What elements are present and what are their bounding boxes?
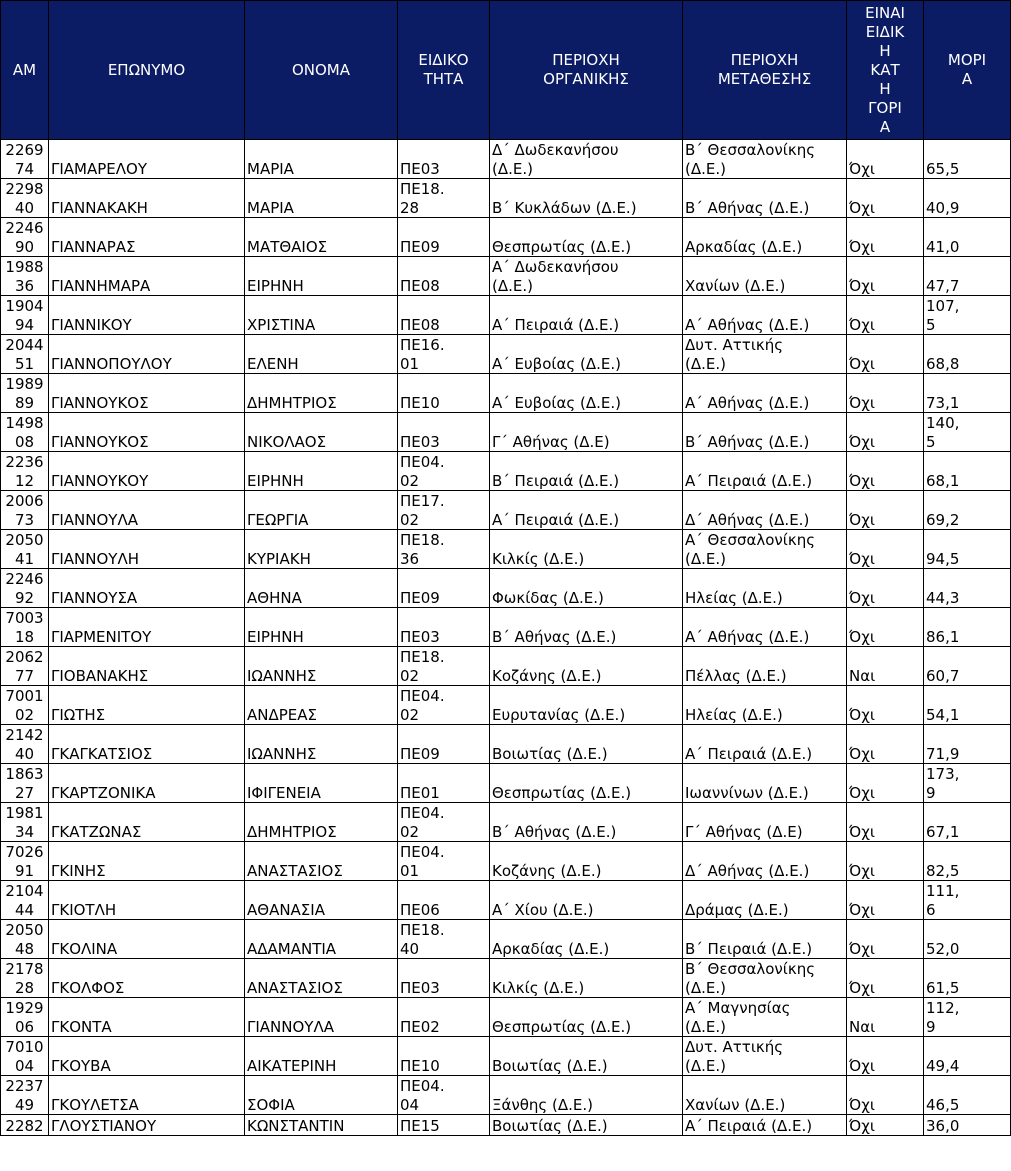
cell-metathesi: Δυτ. Αττικής (Δ.Ε.): [683, 1037, 847, 1076]
cell-metathesi: Α΄ Αθήνας (Δ.Ε.): [683, 296, 847, 335]
cell-am: 2246 92: [1, 569, 49, 608]
cell-organiki: Β΄ Κυκλάδων (Δ.Ε.): [490, 179, 683, 218]
cell-eidikotita: ΠΕ01: [398, 764, 490, 803]
cell-onoma: ΑΘΗΝΑ: [245, 569, 398, 608]
table-row: [1, 140, 1011, 179]
cell-eidikotita: ΠΕ09: [398, 218, 490, 257]
cell-organiki: Δ΄ Δωδεκανήσου (Δ.Ε.): [490, 140, 683, 179]
cell-am: 2246 90: [1, 218, 49, 257]
table-row: [1, 491, 1011, 530]
cell-organiki: Α΄ Πειραιά (Δ.Ε.): [490, 491, 683, 530]
header-eidiki-katigoria: ΕΙΝΑΙ ΕΙΔΙΚ Η ΚΑΤ Η ΓΟΡΙ Α: [847, 1, 924, 140]
cell-moria: 36,0: [924, 1115, 1011, 1136]
cell-am: 7010 04: [1, 1037, 49, 1076]
cell-eidikotita: ΠΕ10: [398, 1037, 490, 1076]
cell-onoma: ΑΘΑΝΑΣΙΑ: [245, 881, 398, 920]
cell-organiki: Ξάνθης (Δ.Ε.): [490, 1076, 683, 1115]
cell-eponymo: ΓΙΑΝΝΑΡΑΣ: [49, 218, 245, 257]
cell-onoma: ΑΝΑΣΤΑΣΙΟΣ: [245, 959, 398, 998]
cell-onoma: ΕΛΕΝΗ: [245, 335, 398, 374]
cell-organiki: Αρκαδίας (Δ.Ε.): [490, 920, 683, 959]
header-metathesi: ΠΕΡΙΟΧΗ ΜΕΤΑΘΕΣΗΣ: [683, 1, 847, 140]
table-row: [1, 179, 1011, 218]
cell-eponymo: ΓΙΑΝΝΟΥΣΑ: [49, 569, 245, 608]
cell-eidiki-katigoria: Όχι: [847, 881, 924, 920]
cell-metathesi: Α΄ Θεσσαλονίκης (Δ.Ε.): [683, 530, 847, 569]
cell-organiki: Κιλκίς (Δ.Ε.): [490, 959, 683, 998]
cell-am: 2044 51: [1, 335, 49, 374]
cell-eidikotita: ΠΕ06: [398, 881, 490, 920]
cell-eidiki-katigoria: Όχι: [847, 491, 924, 530]
cell-eidikotita: ΠΕ03: [398, 608, 490, 647]
cell-moria: 52,0: [924, 920, 1011, 959]
table-row: [1, 569, 1011, 608]
table-row: [1, 686, 1011, 725]
cell-eponymo: ΓΙΑΡΜΕΝΙΤΟΥ: [49, 608, 245, 647]
table-row: [1, 920, 1011, 959]
cell-am: 2237 49: [1, 1076, 49, 1115]
cell-eidikotita: ΠΕ04. 02: [398, 452, 490, 491]
header-eponymo: ΕΠΩΝΥΜΟ: [49, 1, 245, 140]
cell-organiki: Θεσπρωτίας (Δ.Ε.): [490, 998, 683, 1037]
cell-metathesi: Δράμας (Δ.Ε.): [683, 881, 847, 920]
cell-organiki: Β΄ Πειραιά (Δ.Ε.): [490, 452, 683, 491]
cell-eponymo: ΓΚΑΤΖΩΝΑΣ: [49, 803, 245, 842]
cell-eidikotita: ΠΕ04. 02: [398, 686, 490, 725]
cell-eponymo: ΓΙΑΜΑΡΕΛΟΥ: [49, 140, 245, 179]
cell-onoma: ΑΔΑΜΑΝΤΙΑ: [245, 920, 398, 959]
table-row: [1, 296, 1011, 335]
table-row: [1, 881, 1011, 920]
cell-organiki: Βοιωτίας (Δ.Ε.): [490, 725, 683, 764]
cell-eponymo: ΓΙΑΝΝΟΥΚΟΥ: [49, 452, 245, 491]
cell-eidikotita: ΠΕ08: [398, 257, 490, 296]
cell-eponymo: ΓΙΑΝΝΟΥΚΟΣ: [49, 374, 245, 413]
cell-organiki: Βοιωτίας (Δ.Ε.): [490, 1115, 683, 1136]
cell-am: 7026 91: [1, 842, 49, 881]
cell-metathesi: Α΄ Πειραιά (Δ.Ε.): [683, 1115, 847, 1136]
cell-am: 2178 28: [1, 959, 49, 998]
cell-organiki: Κιλκίς (Δ.Ε.): [490, 530, 683, 569]
cell-onoma: ΕΙΡΗΝΗ: [245, 608, 398, 647]
table-row: [1, 1115, 1011, 1136]
cell-organiki: Κοζάνης (Δ.Ε.): [490, 842, 683, 881]
cell-eponymo: ΓΙΑΝΝΟΥΛΗ: [49, 530, 245, 569]
cell-onoma: ΓΙΑΝΝΟΥΛΑ: [245, 998, 398, 1037]
cell-am: 2062 77: [1, 647, 49, 686]
cell-organiki: Α΄ Χίου (Δ.Ε.): [490, 881, 683, 920]
cell-eidikotita: ΠΕ04. 01: [398, 842, 490, 881]
cell-am: 2104 44: [1, 881, 49, 920]
table-row: [1, 374, 1011, 413]
cell-moria: 111, 6: [924, 881, 1011, 920]
cell-metathesi: Β΄ Αθήνας (Δ.Ε.): [683, 179, 847, 218]
cell-eidiki-katigoria: Όχι: [847, 608, 924, 647]
cell-eidiki-katigoria: Όχι: [847, 1115, 924, 1136]
cell-eponymo: ΓΚΑΡΤΖΟΝΙΚΑ: [49, 764, 245, 803]
cell-organiki: Α΄ Ευβοίας (Δ.Ε.): [490, 374, 683, 413]
cell-am: 7003 18: [1, 608, 49, 647]
cell-moria: 68,1: [924, 452, 1011, 491]
cell-metathesi: Γ΄ Αθήνας (Δ.Ε): [683, 803, 847, 842]
header-row: [1, 1, 1011, 140]
table-row: [1, 608, 1011, 647]
table-row: [1, 413, 1011, 452]
cell-eidikotita: ΠΕ10: [398, 374, 490, 413]
cell-am: 2050 41: [1, 530, 49, 569]
cell-eidiki-katigoria: Όχι: [847, 1037, 924, 1076]
cell-onoma: ΜΑΡΙΑ: [245, 140, 398, 179]
cell-moria: 112, 9: [924, 998, 1011, 1037]
cell-am: 2298 40: [1, 179, 49, 218]
cell-eidiki-katigoria: Όχι: [847, 296, 924, 335]
cell-metathesi: Χανίων (Δ.Ε.): [683, 257, 847, 296]
cell-organiki: Θεσπρωτίας (Δ.Ε.): [490, 218, 683, 257]
cell-eidikotita: ΠΕ03: [398, 959, 490, 998]
cell-onoma: ΝΙΚΟΛΑΟΣ: [245, 413, 398, 452]
cell-metathesi: Αρκαδίας (Δ.Ε.): [683, 218, 847, 257]
table-row: [1, 1037, 1011, 1076]
cell-metathesi: Ηλείας (Δ.Ε.): [683, 686, 847, 725]
cell-organiki: Β΄ Αθήνας (Δ.Ε.): [490, 803, 683, 842]
cell-moria: 60,7: [924, 647, 1011, 686]
cell-eidikotita: ΠΕ08: [398, 296, 490, 335]
cell-organiki: Φωκίδας (Δ.Ε.): [490, 569, 683, 608]
cell-onoma: ΣΟΦΙΑ: [245, 1076, 398, 1115]
cell-eponymo: ΓΛΟΥΣΤΙΑΝΟΥ: [49, 1115, 245, 1136]
header-organiki: ΠΕΡΙΟΧΗ ΟΡΓΑΝΙΚΗΣ: [490, 1, 683, 140]
cell-onoma: ΙΩΑΝΝΗΣ: [245, 647, 398, 686]
cell-eponymo: ΓΚΟΝΤΑ: [49, 998, 245, 1037]
cell-metathesi: Α΄ Αθήνας (Δ.Ε.): [683, 608, 847, 647]
header-moria: ΜΟΡΙ Α: [924, 1, 1011, 140]
cell-metathesi: Δ΄ Αθήνας (Δ.Ε.): [683, 491, 847, 530]
cell-eidikotita: ΠΕ18. 02: [398, 647, 490, 686]
cell-metathesi: Α΄ Μαγνησίας (Δ.Ε.): [683, 998, 847, 1037]
table-row: [1, 257, 1011, 296]
cell-eponymo: ΓΙΑΝΝΗΜΑΡΑ: [49, 257, 245, 296]
cell-eponymo: ΓΙΩΤΗΣ: [49, 686, 245, 725]
cell-eidiki-katigoria: Όχι: [847, 374, 924, 413]
cell-eidiki-katigoria: Ναι: [847, 998, 924, 1037]
cell-moria: 40,9: [924, 179, 1011, 218]
cell-moria: 173, 9: [924, 764, 1011, 803]
cell-eidiki-katigoria: Όχι: [847, 842, 924, 881]
cell-organiki: Γ΄ Αθήνας (Δ.Ε): [490, 413, 683, 452]
cell-eidikotita: ΠΕ15: [398, 1115, 490, 1136]
cell-eidikotita: ΠΕ18. 40: [398, 920, 490, 959]
cell-am: 1498 08: [1, 413, 49, 452]
cell-organiki: Β΄ Αθήνας (Δ.Ε.): [490, 608, 683, 647]
cell-eidiki-katigoria: Όχι: [847, 179, 924, 218]
cell-moria: 140, 5: [924, 413, 1011, 452]
cell-organiki: Α΄ Δωδεκανήσου (Δ.Ε.): [490, 257, 683, 296]
cell-organiki: Θεσπρωτίας (Δ.Ε.): [490, 764, 683, 803]
cell-eponymo: ΓΙΑΝΝΑΚΑΚΗ: [49, 179, 245, 218]
table-row: [1, 998, 1011, 1037]
cell-eponymo: ΓΙΑΝΝΟΠΟΥΛΟΥ: [49, 335, 245, 374]
cell-am: 2282: [1, 1115, 49, 1136]
cell-eidiki-katigoria: Όχι: [847, 257, 924, 296]
cell-onoma: ΜΑΤΘΑΙΟΣ: [245, 218, 398, 257]
cell-moria: 49,4: [924, 1037, 1011, 1076]
cell-eidiki-katigoria: Όχι: [847, 920, 924, 959]
cell-moria: 67,1: [924, 803, 1011, 842]
cell-moria: 68,8: [924, 335, 1011, 374]
cell-metathesi: Πέλλας (Δ.Ε.): [683, 647, 847, 686]
cell-eidikotita: ΠΕ18. 28: [398, 179, 490, 218]
cell-eidiki-katigoria: Όχι: [847, 530, 924, 569]
cell-eponymo: ΓΚΙΝΗΣ: [49, 842, 245, 881]
cell-eponymo: ΓΙΑΝΝΟΥΛΑ: [49, 491, 245, 530]
cell-eidiki-katigoria: Όχι: [847, 764, 924, 803]
cell-eponymo: ΓΚΟΥΛΕΤΣΑ: [49, 1076, 245, 1115]
cell-eidikotita: ΠΕ09: [398, 569, 490, 608]
cell-eponymo: ΓΚΑΓΚΑΤΣΙΟΣ: [49, 725, 245, 764]
cell-am: 1904 94: [1, 296, 49, 335]
cell-metathesi: Β΄ Θεσσαλονίκης (Δ.Ε.): [683, 959, 847, 998]
cell-organiki: Κοζάνης (Δ.Ε.): [490, 647, 683, 686]
table-row: [1, 803, 1011, 842]
cell-eidikotita: ΠΕ02: [398, 998, 490, 1037]
cell-onoma: ΑΙΚΑΤΕΡΙΝΗ: [245, 1037, 398, 1076]
cell-moria: 73,1: [924, 374, 1011, 413]
cell-eidikotita: ΠΕ16. 01: [398, 335, 490, 374]
cell-eidikotita: ΠΕ04. 02: [398, 803, 490, 842]
cell-eponymo: ΓΚΟΥΒΑ: [49, 1037, 245, 1076]
cell-eidikotita: ΠΕ17. 02: [398, 491, 490, 530]
cell-moria: 61,5: [924, 959, 1011, 998]
cell-moria: 47,7: [924, 257, 1011, 296]
cell-onoma: ΙΦΙΓΕΝΕΙΑ: [245, 764, 398, 803]
cell-am: 2236 12: [1, 452, 49, 491]
cell-eidikotita: ΠΕ04. 04: [398, 1076, 490, 1115]
cell-onoma: ΔΗΜΗΤΡΙΟΣ: [245, 803, 398, 842]
cell-metathesi: Β΄ Πειραιά (Δ.Ε.): [683, 920, 847, 959]
table-row: [1, 452, 1011, 491]
table-row: [1, 530, 1011, 569]
cell-onoma: ΕΙΡΗΝΗ: [245, 452, 398, 491]
cell-moria: 107, 5: [924, 296, 1011, 335]
cell-am: 1988 36: [1, 257, 49, 296]
cell-moria: 94,5: [924, 530, 1011, 569]
table-row: [1, 764, 1011, 803]
cell-moria: 82,5: [924, 842, 1011, 881]
cell-eponymo: ΓΙΟΒΑΝΑΚΗΣ: [49, 647, 245, 686]
cell-onoma: ΓΕΩΡΓΙΑ: [245, 491, 398, 530]
header-eidikotita: ΕΙΔΙΚΟ ΤΗΤΑ: [398, 1, 490, 140]
cell-onoma: ΑΝΔΡΕΑΣ: [245, 686, 398, 725]
cell-metathesi: Α΄ Πειραιά (Δ.Ε.): [683, 452, 847, 491]
cell-am: 1989 89: [1, 374, 49, 413]
table-row: [1, 842, 1011, 881]
cell-metathesi: Β΄ Θεσσαλονίκης (Δ.Ε.): [683, 140, 847, 179]
cell-eidiki-katigoria: Όχι: [847, 725, 924, 764]
table-row: [1, 1076, 1011, 1115]
cell-moria: 86,1: [924, 608, 1011, 647]
cell-moria: 69,2: [924, 491, 1011, 530]
cell-am: 2006 73: [1, 491, 49, 530]
cell-onoma: ΚΩΝΣΤΑΝΤΙΝ: [245, 1115, 398, 1136]
cell-organiki: Α΄ Πειραιά (Δ.Ε.): [490, 296, 683, 335]
header-am: ΑΜ: [1, 1, 49, 140]
cell-am: 7001 02: [1, 686, 49, 725]
cell-eidiki-katigoria: Όχι: [847, 140, 924, 179]
table-row: [1, 725, 1011, 764]
cell-moria: 41,0: [924, 218, 1011, 257]
cell-moria: 54,1: [924, 686, 1011, 725]
cell-eidiki-katigoria: Όχι: [847, 1076, 924, 1115]
cell-eidiki-katigoria: Ναι: [847, 647, 924, 686]
cell-am: 2050 48: [1, 920, 49, 959]
table-row: [1, 218, 1011, 257]
cell-eponymo: ΓΚΟΛΙΝΑ: [49, 920, 245, 959]
cell-eidikotita: ΠΕ03: [398, 413, 490, 452]
cell-moria: 71,9: [924, 725, 1011, 764]
cell-onoma: ΑΝΑΣΤΑΣΙΟΣ: [245, 842, 398, 881]
cell-metathesi: Δ΄ Αθήνας (Δ.Ε.): [683, 842, 847, 881]
cell-onoma: ΔΗΜΗΤΡΙΟΣ: [245, 374, 398, 413]
cell-am: 1929 06: [1, 998, 49, 1037]
cell-eidiki-katigoria: Όχι: [847, 686, 924, 725]
table-row: [1, 335, 1011, 374]
table-row: [1, 959, 1011, 998]
cell-eidiki-katigoria: Όχι: [847, 959, 924, 998]
cell-onoma: ΧΡΙΣΤΙΝΑ: [245, 296, 398, 335]
cell-am: 2269 74: [1, 140, 49, 179]
cell-onoma: ΚΥΡΙΑΚΗ: [245, 530, 398, 569]
cell-eidiki-katigoria: Όχι: [847, 803, 924, 842]
cell-eidiki-katigoria: Όχι: [847, 413, 924, 452]
cell-eidikotita: ΠΕ09: [398, 725, 490, 764]
cell-am: 1981 34: [1, 803, 49, 842]
cell-moria: 65,5: [924, 140, 1011, 179]
cell-onoma: ΙΩΑΝΝΗΣ: [245, 725, 398, 764]
cell-onoma: ΕΙΡΗΝΗ: [245, 257, 398, 296]
cell-metathesi: Ιωαννίνων (Δ.Ε.): [683, 764, 847, 803]
cell-eponymo: ΓΙΑΝΝΟΥΚΟΣ: [49, 413, 245, 452]
cell-metathesi: Δυτ. Αττικής (Δ.Ε.): [683, 335, 847, 374]
cell-metathesi: Ηλείας (Δ.Ε.): [683, 569, 847, 608]
header-onoma: ΟΝΟΜΑ: [245, 1, 398, 140]
cell-moria: 46,5: [924, 1076, 1011, 1115]
cell-metathesi: Β΄ Αθήνας (Δ.Ε.): [683, 413, 847, 452]
cell-organiki: Ευρυτανίας (Δ.Ε.): [490, 686, 683, 725]
cell-organiki: Α΄ Ευβοίας (Δ.Ε.): [490, 335, 683, 374]
cell-metathesi: Χανίων (Δ.Ε.): [683, 1076, 847, 1115]
cell-eponymo: ΓΚΙΟΤΛΗ: [49, 881, 245, 920]
cell-am: 2142 40: [1, 725, 49, 764]
table-row: [1, 647, 1011, 686]
cell-organiki: Βοιωτίας (Δ.Ε.): [490, 1037, 683, 1076]
cell-eidikotita: ΠΕ03: [398, 140, 490, 179]
cell-eidiki-katigoria: Όχι: [847, 452, 924, 491]
cell-eidiki-katigoria: Όχι: [847, 335, 924, 374]
cell-moria: 44,3: [924, 569, 1011, 608]
cell-onoma: ΜΑΡΙΑ: [245, 179, 398, 218]
cell-eponymo: ΓΚΟΛΦΟΣ: [49, 959, 245, 998]
cell-am: 1863 27: [1, 764, 49, 803]
cell-metathesi: Α΄ Πειραιά (Δ.Ε.): [683, 725, 847, 764]
cell-eponymo: ΓΙΑΝΝΙΚΟΥ: [49, 296, 245, 335]
cell-metathesi: Α΄ Αθήνας (Δ.Ε.): [683, 374, 847, 413]
cell-eidikotita: ΠΕ18. 36: [398, 530, 490, 569]
cell-eidiki-katigoria: Όχι: [847, 218, 924, 257]
cell-eidiki-katigoria: Όχι: [847, 569, 924, 608]
